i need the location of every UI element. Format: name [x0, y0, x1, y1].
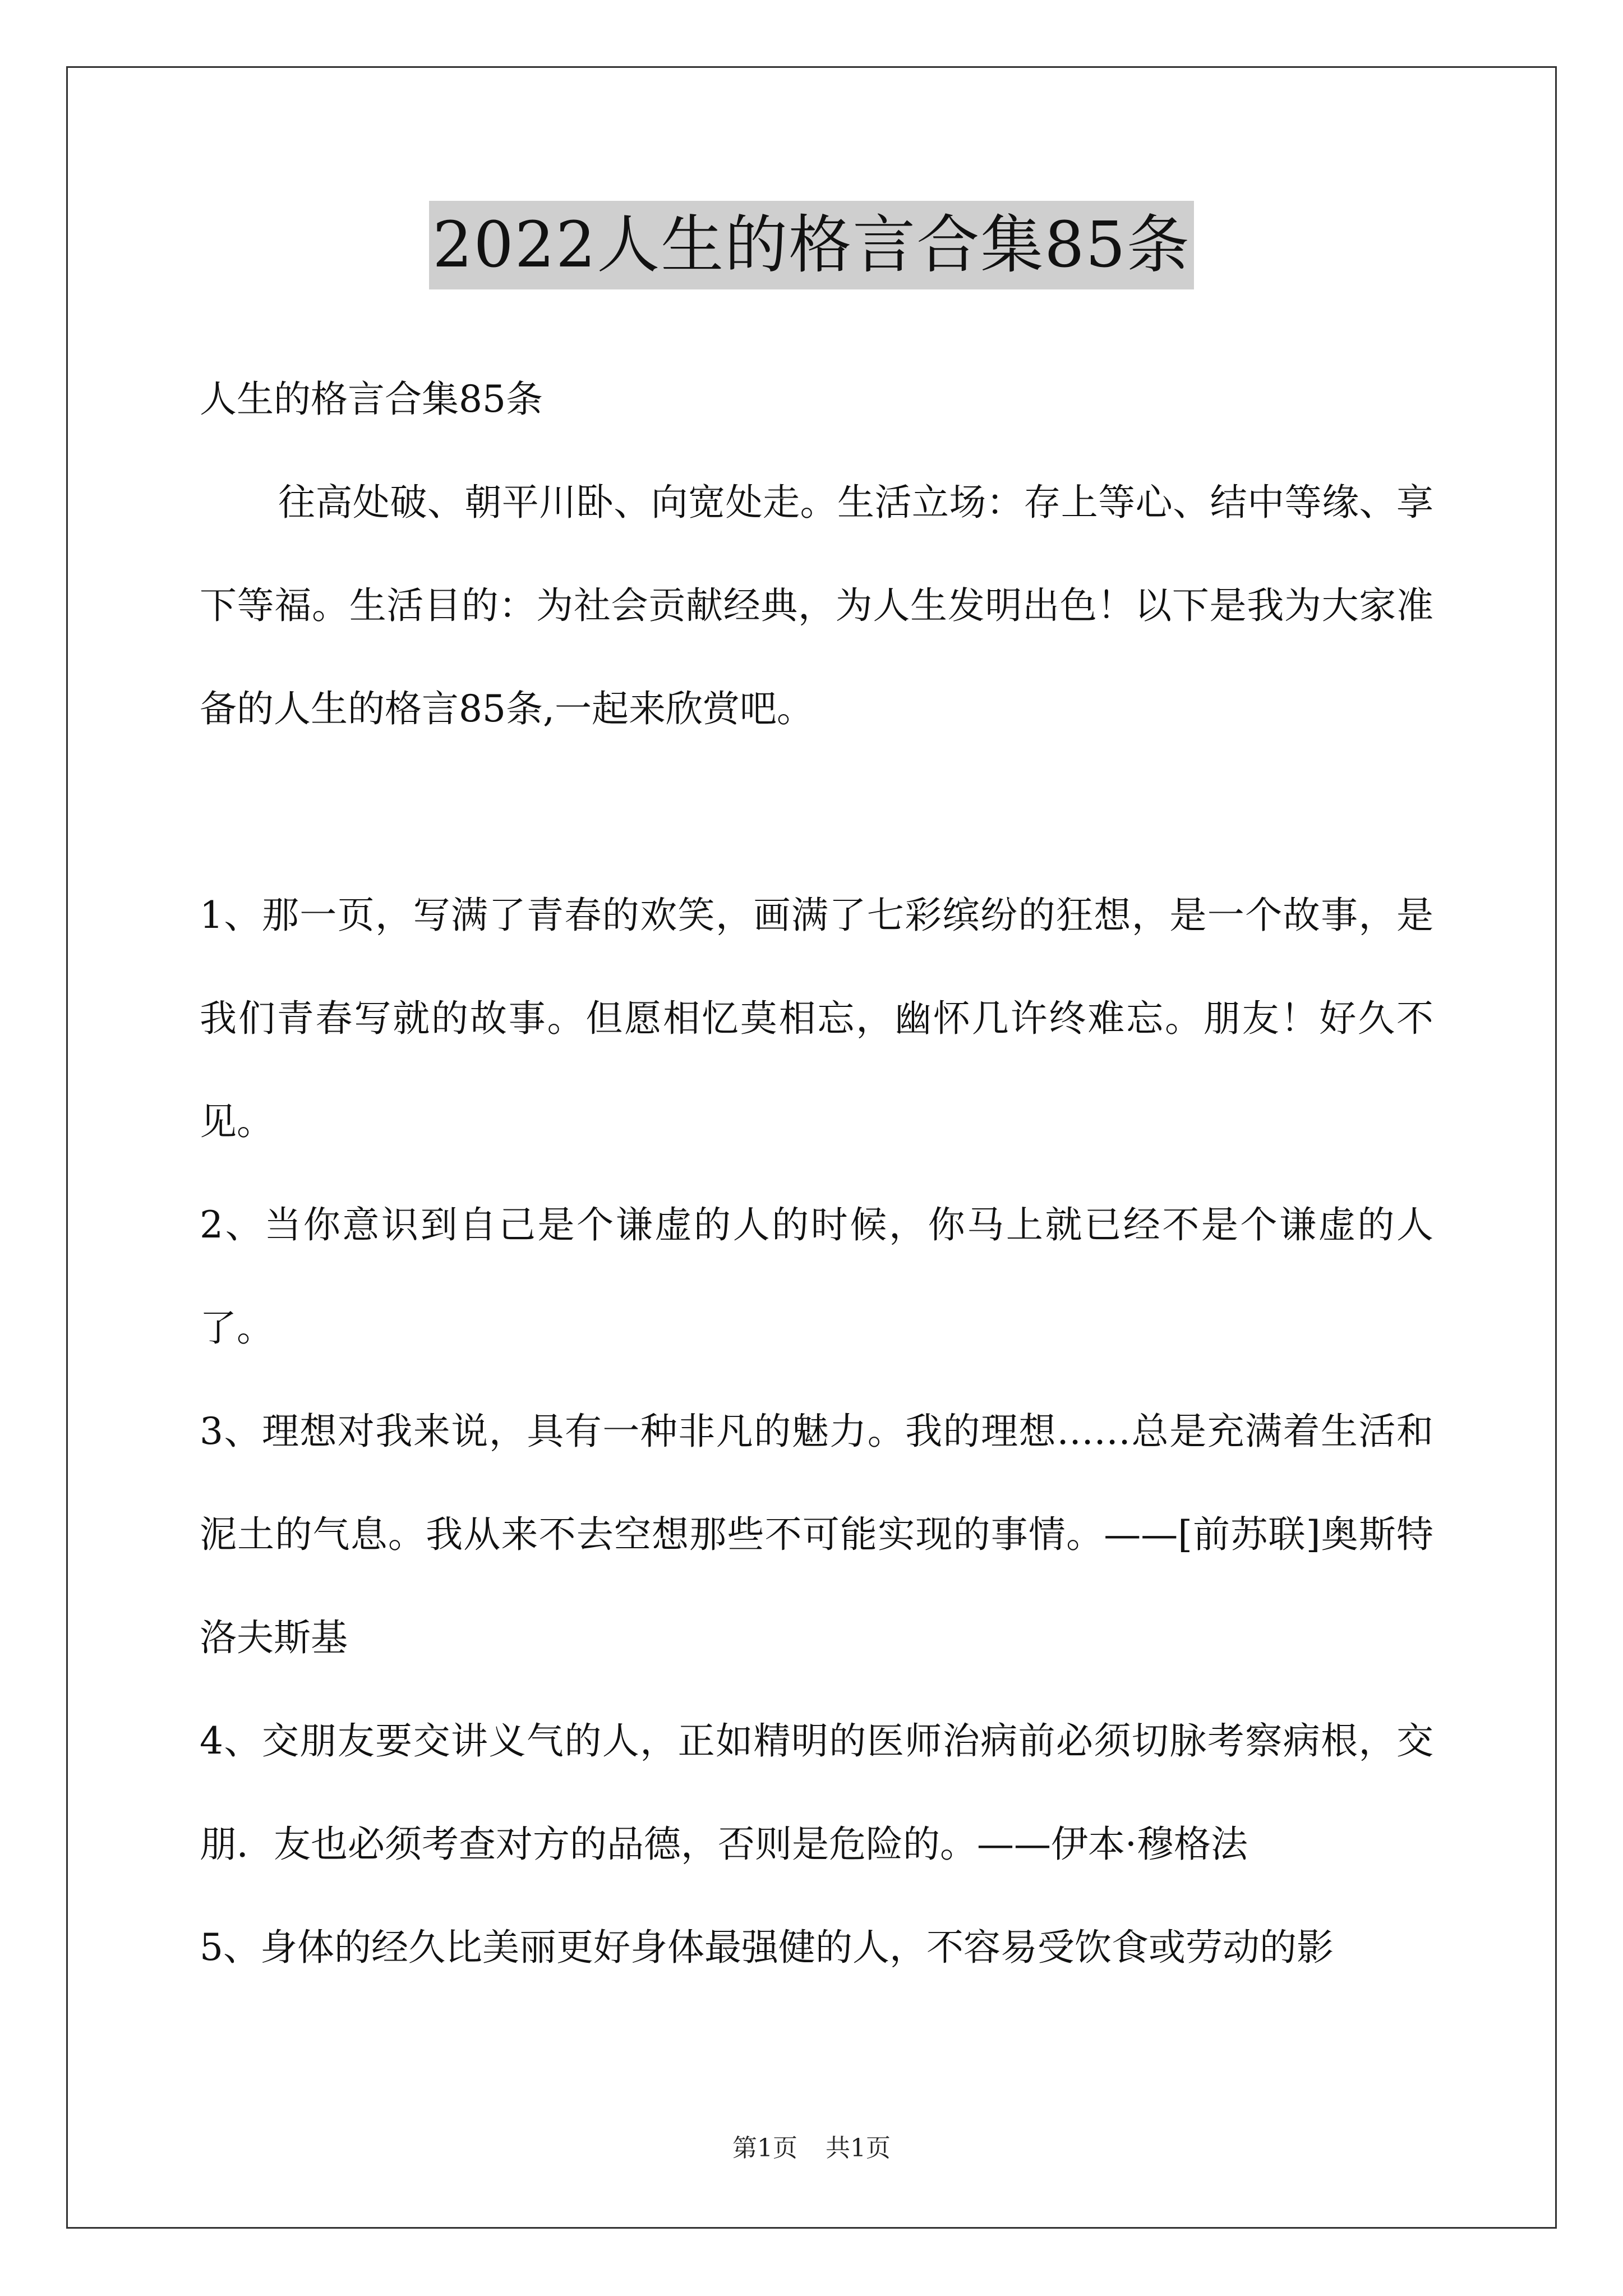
- page-footer: [0, 2132, 1623, 2165]
- quote-item-5: 5、身体的经久比美丽更好身体最强健的人，不容易受饮食或劳动的影: [200, 1926, 1334, 1969]
- document-subtitle: 人生的格言合集85条: [200, 378, 543, 421]
- page-total: 共1页: [826, 2134, 891, 2162]
- quote-item-3: 3、理想对我来说，具有一种非凡的魅力。我的理想……总是充满着生活和泥土的气息。我从来不去空想那些不可能实现的事情。——[前苏联]奥斯特洛夫斯基: [200, 1410, 1433, 1659]
- quote-item-4: 4、交朋友要交讲义气的人，正如精明的医师治病前必须切脉考察病根，交朋．友也必须考查对方的品德，否则是危险的。——伊本·穆格法: [200, 1719, 1433, 1866]
- title-container: [0, 201, 1623, 289]
- intro-paragraph: 往高处破、朝平川卧、向宽处走。生活立场：存上等心、结中等缘、享下等福。生活目的：为社会贡献经典，为人生发明出色！以下是我为大家准备的人生的格言85条,一起来欣赏吧。: [200, 481, 1433, 730]
- document-title: 2022人生的格言合集85条: [429, 201, 1194, 289]
- page-number: 第1页: [732, 2134, 797, 2162]
- quote-item-2: 2、当你意识到自己是个谦虚的人的时候，你马上就已经不是个谦虚的人了。: [200, 1203, 1433, 1350]
- document-body: [200, 348, 1433, 1999]
- quote-item-1: 1、那一页，写满了青春的欢笑，画满了七彩缤纷的狂想，是一个故事，是我们青春写就的故事。但愿相忆莫相忘，幽怀几许终难忘。朋友！好久不见。: [200, 894, 1433, 1143]
